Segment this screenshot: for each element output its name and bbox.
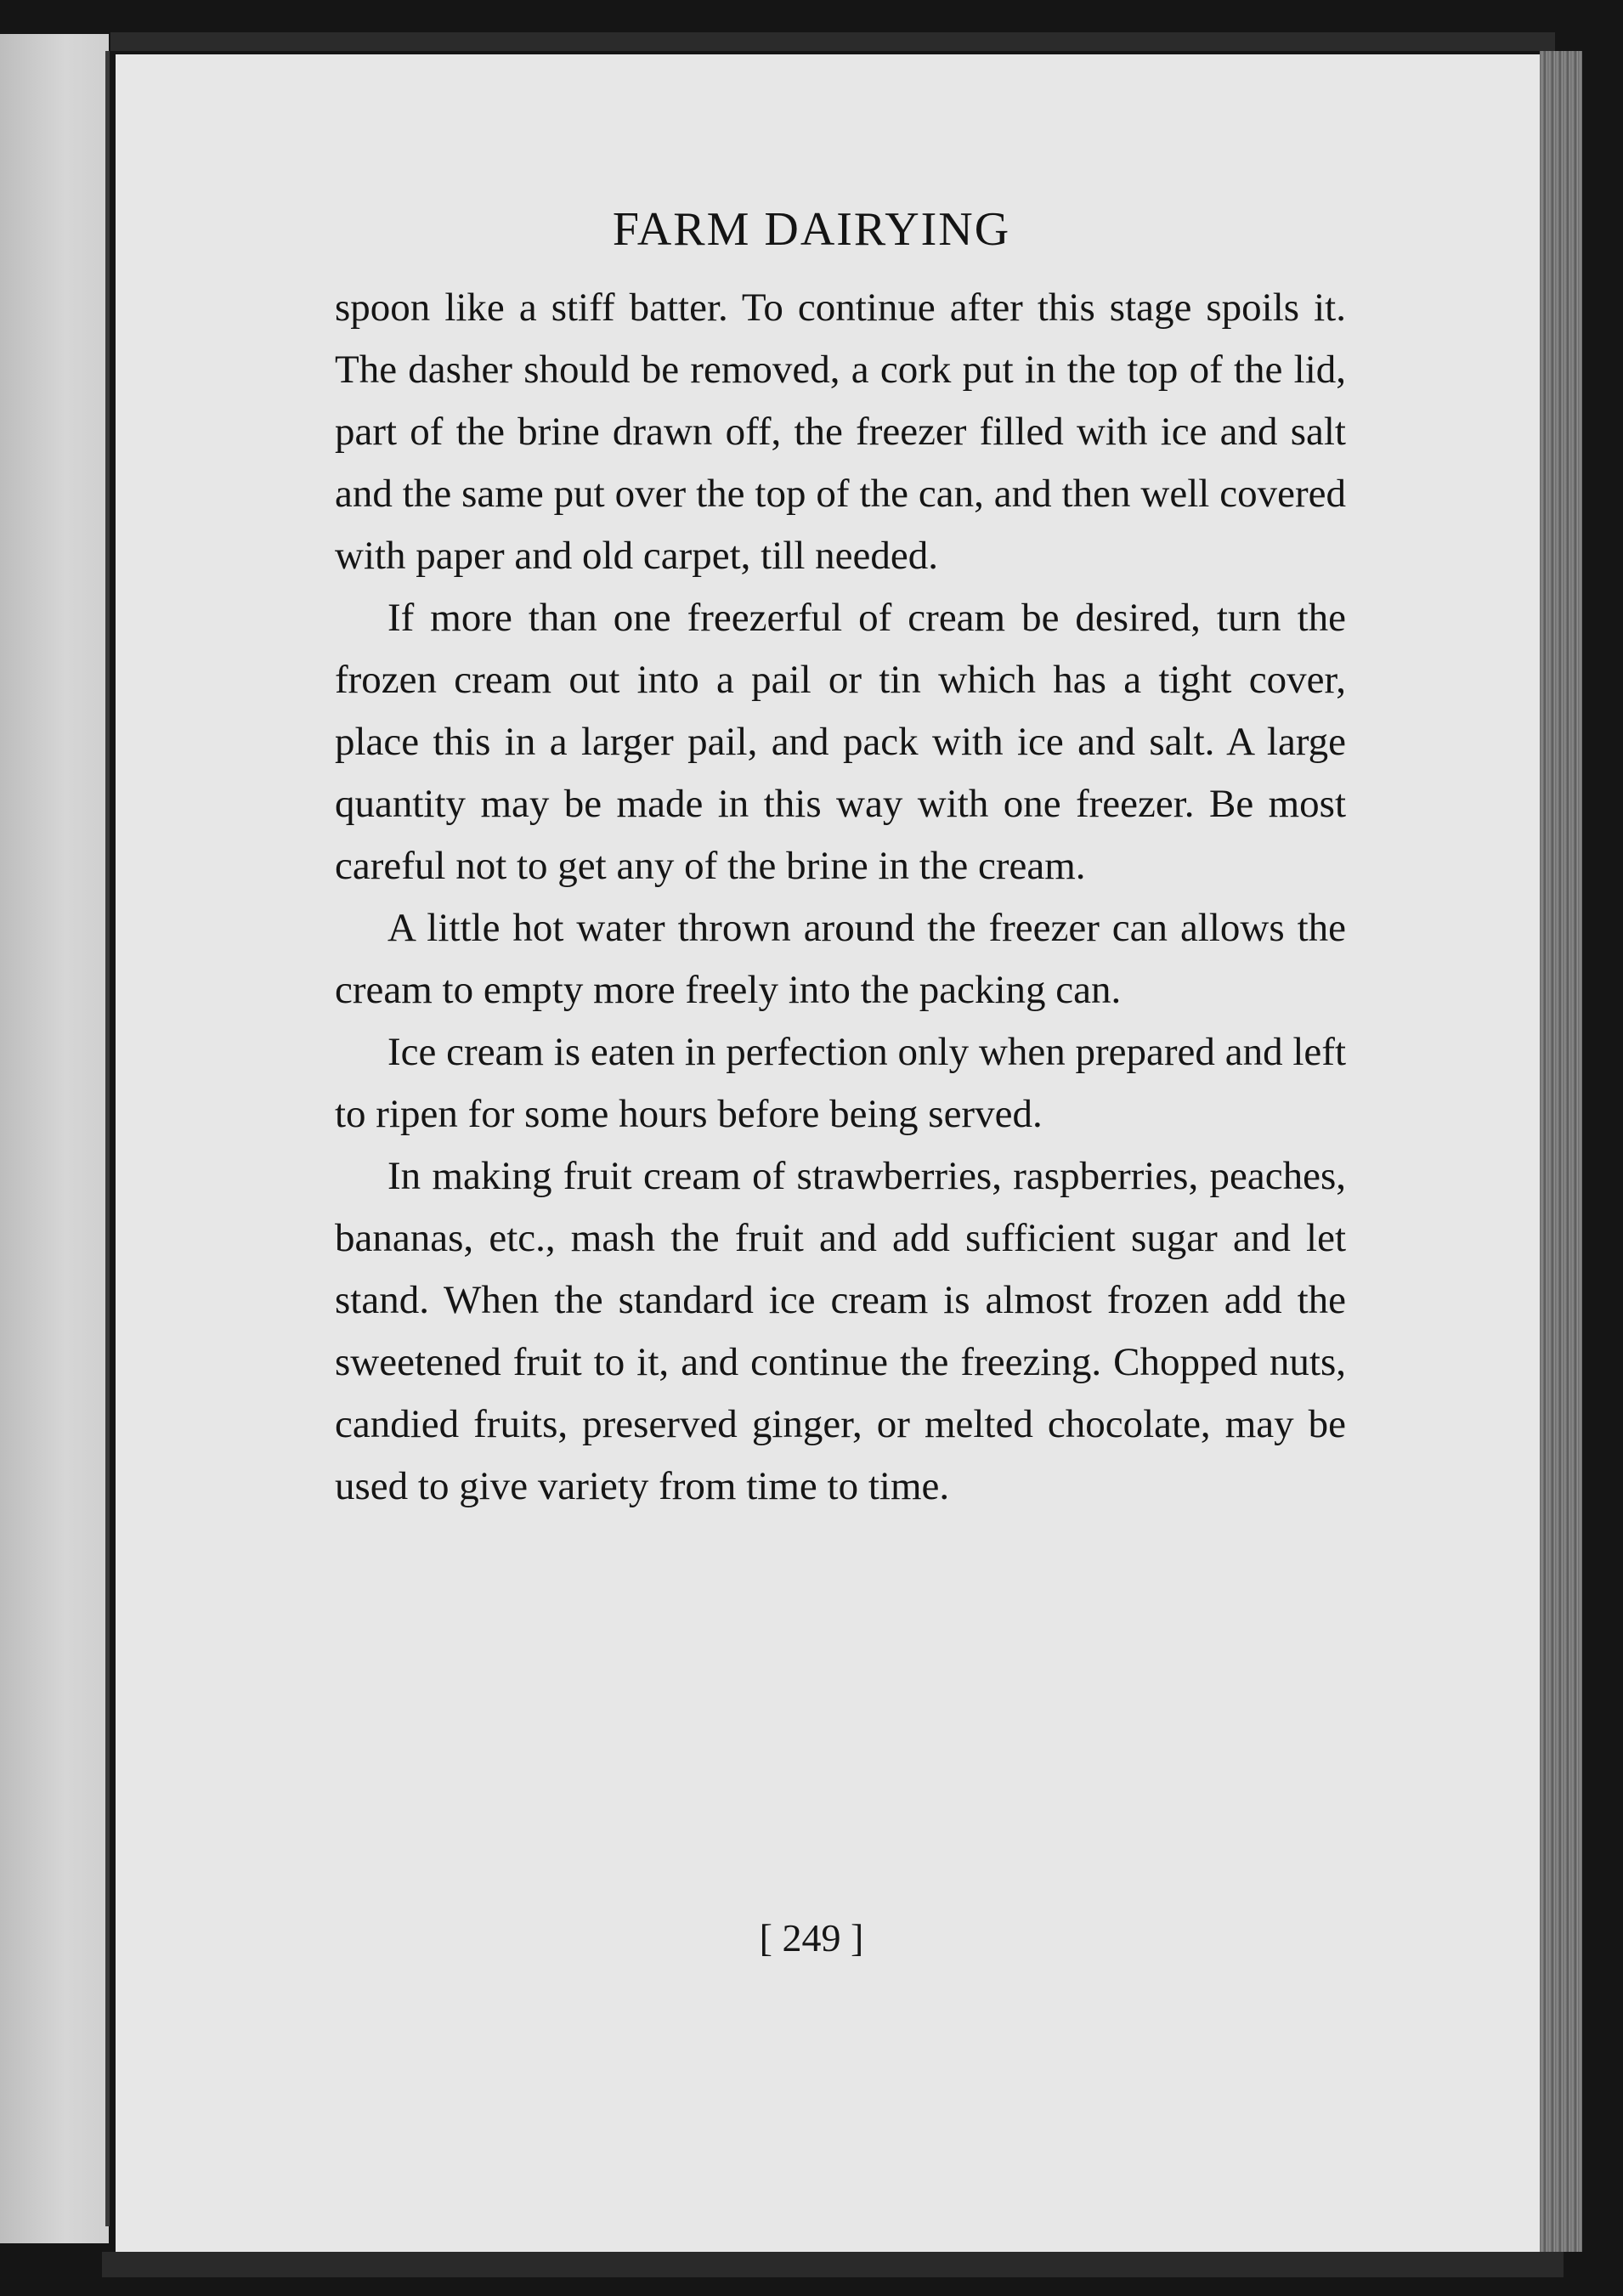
paragraph: If more than one freezerful of cream be desired, turn the frozen cream out into a pail or tin which has a tight cover, place this in a larger pail, and pack with ice and salt. A large quantity may be made in this way with one freezer. Be most careful not to get any of the brine in the cream. xyxy=(335,596,1346,888)
page-number: [ 249 ] xyxy=(759,1916,864,1960)
paragraph: A little hot water thrown around the freezer can allows the cream to empty more freely into the packing can. xyxy=(335,906,1346,1012)
body-text xyxy=(335,277,1346,1518)
top-scan-border xyxy=(110,32,1555,51)
running-head: FARM DAIRYING xyxy=(612,203,1011,256)
facing-page-edge xyxy=(0,34,109,2243)
paragraph: Ice cream is eaten in perfection only when prepared and left to ripen for some hours before being served. xyxy=(335,1030,1346,1136)
paragraph-continued: spoon like a stiff batter. To continue after this stage spoils it. The dasher should be removed, a cork put in the top of the lid, part of the brine drawn off, the freezer filled with ice and salt and the same put over the top of the can, and then well covered with paper and old carpet, till needed. xyxy=(335,286,1346,578)
paragraph: In making fruit cream of strawberries, raspberries, peaches, bananas, etc., mash the fruit and add sufficient sugar and let stand. When the standard ice cream is almost frozen add the sweetened fruit to it, and continue the freezing. Chopped nuts, candied fruits, preserved ginger, or melted chocolate, may be used to give variety from time to time. xyxy=(335,1154,1346,1508)
gutter-line xyxy=(105,51,110,2226)
bottom-scan-border xyxy=(102,2252,1564,2277)
